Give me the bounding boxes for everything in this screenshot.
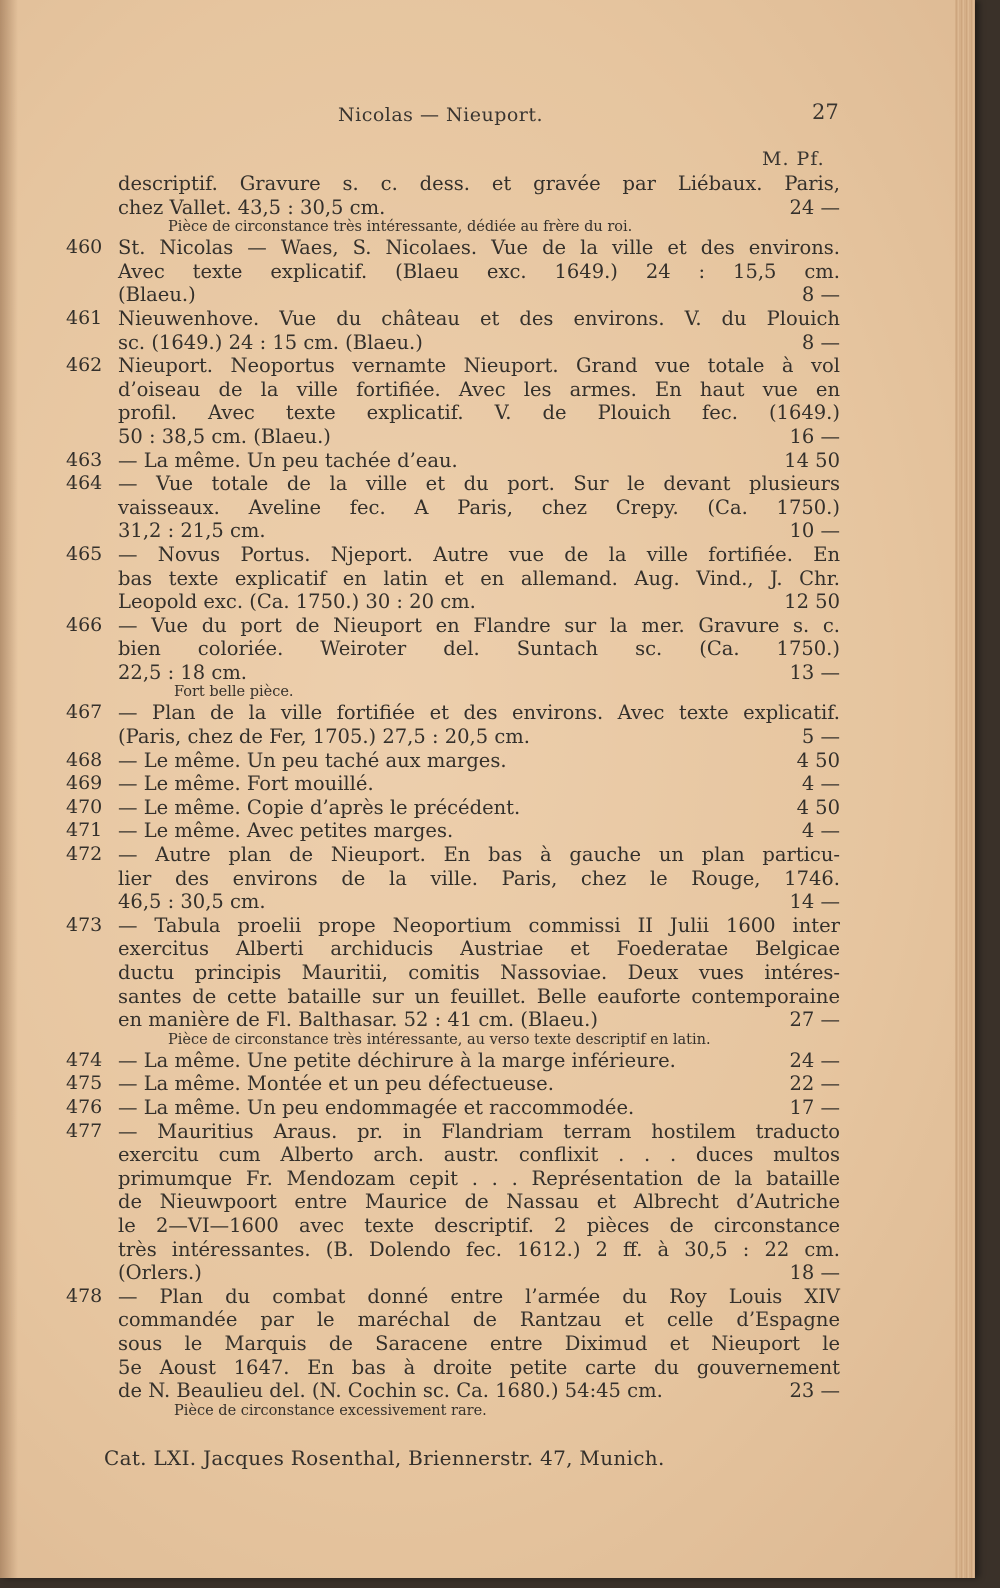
entry-number: 469 [66,772,103,795]
entry-description [118,614,840,702]
entry-line [118,401,840,425]
entry-number: 463 [66,448,103,471]
entry-description [118,1285,840,1420]
entry-line [118,701,840,725]
entry-text: — La même. Un peu endommagée et raccommodée. [118,1095,635,1119]
running-header [0,100,975,134]
entry-price: 24 — [789,195,840,219]
catalog-entry [0,914,975,1049]
entry-line [118,914,840,938]
entry-text: 50 : 38,5 cm. (Blaeu.) [118,424,331,448]
entry-description [118,354,840,448]
entry-line [118,937,840,961]
entry-text: sous le Marquis de Saracene entre Diximud et Nieuport le [118,1331,840,1355]
catalog-entry [0,1285,975,1420]
entry-text: en manière de Fl. Balthasar. 52 : 41 cm. (Blaeu.) [118,1008,598,1032]
entry-description [118,796,840,820]
entry-number: 474 [66,1048,103,1071]
entry-description [118,749,840,773]
entry-line [118,1356,840,1380]
entry-line [118,867,840,891]
entry-note: Pièce de circonstance excessivement rare. [174,1402,487,1419]
entry-line [118,1072,840,1096]
entry-note: Fort belle pièce. [174,684,294,701]
entry-number: 465 [66,542,103,565]
entry-text: — Plan du combat donné entre l’armée du Roy Louis XIV [118,1284,840,1308]
entry-line [118,1261,840,1285]
entry-description [118,1096,840,1120]
entry-text: le 2—VI—1600 avec texte descriptif. 2 pièces de circonstance [118,1213,840,1237]
entry-description [118,543,840,614]
entry-text: de N. Beaulieu del. (N. Cochin sc. Ca. 1680.) 54:45 cm. [118,1379,663,1403]
entry-text: (Blaeu.) [118,283,196,307]
catalog-entry [0,1096,975,1120]
entry-text: descriptif. Gravure s. c. dess. et gravée par Liébaux. Paris, [118,172,840,195]
entry-text: — Le même. Avec petites marges. [118,819,454,843]
entry-text: — Le même. Copie d’après le précédent. [118,795,521,819]
entry-line [118,236,840,260]
catalog-entry [0,1049,975,1073]
entry-description [118,819,840,843]
entry-price: 4 — [801,772,840,796]
catalog-footer: Cat. LXI. Jacques Rosenthal, Briennerstr. 47, Munich. [104,1446,665,1470]
catalog-entries [0,172,975,1420]
entry-description [118,1049,840,1073]
entry-text: lier des environs de la ville. Paris, chez le Rouge, 1746. [118,866,840,890]
entry-text: chez Vallet. 43,5 : 30,5 cm. [118,195,386,219]
entry-number: 471 [66,819,103,842]
entry-line [118,772,840,796]
entry-line [118,961,840,985]
entry-text: — Mauritius Araus. pr. in Flandriam terram hostilem traducto [118,1119,840,1143]
entry-number: 477 [66,1119,103,1142]
entry-price: 17 — [789,1095,840,1119]
catalog-entry [0,236,975,307]
entry-note: Pièce de circonstance très intéressante, dédiée au frère du roi. [168,219,633,236]
entry-line [118,496,840,520]
page-title: Nicolas — Nieuport. [338,104,544,126]
catalog-entry [0,172,975,236]
entry-text: — Plan de la ville fortifiée et des environs. Avec texte explicatif. [118,701,840,725]
entry-price: 4 — [801,819,840,843]
entry-text: Nieuwenhove. Vue du château et des environs. V. du Plouich [118,306,840,330]
entry-line [118,1120,840,1144]
entry-line [118,1238,840,1262]
entry-description [118,449,840,473]
entry-line [118,725,840,749]
entry-line [118,819,840,843]
entry-text: Nieuport. Neoportus vernamte Nieuport. Grand vue totale à vol [118,354,840,378]
entry-text: 5e Aoust 1647. En bas à droite petite carte du gouvernement [118,1355,840,1379]
entry-price: 8 — [801,283,840,307]
entry-price: 12 50 [784,590,840,614]
catalog-entry [0,819,975,843]
entry-number: 470 [66,795,103,818]
entry-line [118,425,840,449]
entry-number: 476 [66,1095,103,1118]
entry-line [118,378,840,402]
entry-line [118,637,840,661]
entry-text: — Autre plan de Nieuport. En bas à gauche un plan particu- [118,843,840,867]
entry-text: Avec texte explicatif. (Blaeu exc. 1649.) 24 : 15,5 cm. [118,259,840,283]
entry-line [118,1167,840,1191]
catalog-entry [0,307,975,354]
catalog-entry [0,472,975,543]
entry-price: 4 50 [796,748,840,772]
entry-number: 478 [66,1284,103,1307]
catalog-entry [0,354,975,448]
entry-line [118,449,840,473]
entry-text: — Vue du port de Nieuport en Flandre sur la mer. Gravure s. c. [118,613,840,637]
catalog-entry [0,749,975,773]
entry-text: bas texte explicatif en latin et en allemand. Aug. Vind., J. Chr. [118,566,840,590]
entry-line [118,196,840,220]
entry-description [118,914,840,1049]
entry-number: 468 [66,748,103,771]
entry-number: 464 [66,472,103,495]
entry-text: bien coloriée. Weiroter del. Suntach sc. (Ca. 1750.) [118,637,840,661]
entry-line [118,1096,840,1120]
entry-text: — La même. Une petite déchirure à la marge inférieure. [118,1048,676,1072]
entry-number: 472 [66,843,103,866]
catalog-entry [0,1120,975,1285]
entry-text: d’oiseau de la ville fortifiée. Avec les armes. En haut vue en [118,377,840,401]
entry-line [118,661,840,685]
page-number: 27 [812,100,839,124]
entry-line [118,1214,840,1238]
entry-text: (Orlers.) [118,1261,202,1285]
entry-number: 462 [66,354,103,377]
entry-description [118,701,840,748]
entry-line [118,472,840,496]
entry-price: 16 — [789,424,840,448]
entry-text: — Vue totale de la ville et du port. Sur le devant plusieurs [118,472,840,496]
entry-text: 31,2 : 21,5 cm. [118,519,266,543]
entry-text: santes de cette bataille sur un feuillet. Belle eauforte contemporaine [118,984,840,1008]
entry-text: 22,5 : 18 cm. [118,660,248,684]
entry-number: 461 [66,306,103,329]
entry-text: — La même. Un peu tachée d’eau. [118,448,458,472]
entry-text: sc. (1649.) 24 : 15 cm. (Blaeu.) [118,330,423,354]
entry-number: 475 [66,1072,103,1095]
catalog-entry [0,614,975,702]
entry-line [118,283,840,307]
entry-description [118,172,840,236]
entry-line [118,307,840,331]
entry-line [118,354,840,378]
entry-line [118,260,840,284]
entry-text: (Paris, chez de Fer, 1705.) 27,5 : 20,5 cm. [118,725,530,749]
entry-text: vaisseaux. Aveline fec. A Paris, chez Crepy. (Ca. 1750.) [118,495,840,519]
entry-price: 18 — [789,1261,840,1285]
catalog-entry [0,1072,975,1096]
entry-text: — Tabula proelii prope Neoportium commissi II Julii 1600 inter [118,913,840,937]
entry-description [118,307,840,354]
catalog-entry [0,449,975,473]
catalog-entry [0,701,975,748]
entry-description [118,772,840,796]
entry-description [118,843,840,914]
entry-text: ductu principis Mauritii, comitis Nassoviae. Deux vues intéres- [118,961,840,984]
entry-text: 46,5 : 30,5 cm. [118,890,266,914]
entry-line [118,1379,840,1403]
entry-price: 22 — [789,1072,840,1096]
entry-text: de Nieuwpoort entre Maurice de Nassau et Albrecht d’Autriche [118,1190,840,1214]
entry-line [118,590,840,614]
entry-text: très intéressantes. (B. Dolendo fec. 1612.) 2 ff. à 30,5 : 22 cm. [118,1237,840,1261]
entry-line [118,985,840,1009]
entry-number: 473 [66,913,103,936]
entry-text: profil. Avec texte explicatif. V. de Plouich fec. (1649.) [118,401,840,425]
catalog-entry [0,772,975,796]
entry-price: 8 — [801,330,840,354]
entry-number: 467 [66,701,103,724]
catalog-entry [0,543,975,614]
entry-description [118,472,840,543]
entry-price: 13 — [789,660,840,684]
entry-line [118,543,840,567]
entry-description [118,236,840,307]
entry-price: 4 50 [796,795,840,819]
entry-description [118,1072,840,1096]
entry-line [118,843,840,867]
entry-text: — Le même. Un peu taché aux marges. [118,748,507,772]
entry-price: 14 — [789,890,840,914]
entry-line [118,1308,840,1332]
entry-text: — Le même. Fort mouillé. [118,772,374,796]
currency-unit-label: M. Pf. [762,148,825,170]
entry-text: primumque Fr. Mendozam cepit . . . Représentation de la bataille [118,1166,840,1190]
entry-text: commandée par le maréchal de Rantzau et celle d’Espagne [118,1308,840,1332]
entry-line [118,1190,840,1214]
entry-line [118,172,840,196]
entry-price: 14 50 [784,448,840,472]
entry-line [118,614,840,638]
catalog-entry [0,796,975,820]
entry-price: 27 — [789,1008,840,1032]
entry-line [118,890,840,914]
entry-note: Pièce de circonstance très intéressante, au verso texte descriptif en latin. [168,1031,711,1048]
entry-price: 24 — [789,1048,840,1072]
entry-price: 23 — [789,1379,840,1403]
entry-text: exercitu cum Alberto arch. austr. conflixit . . . duces multos [118,1143,840,1167]
entry-text: — La même. Montée et un peu défectueuse. [118,1072,554,1096]
entry-text: St. Nicolas — Waes, S. Nicolaes. Vue de la ville et des environs. [118,236,840,260]
entry-line [118,567,840,591]
entry-line [118,796,840,820]
entry-line [118,519,840,543]
catalog-entry [0,843,975,914]
entry-line [118,1049,840,1073]
entry-text: Leopold exc. (Ca. 1750.) 30 : 20 cm. [118,590,476,614]
entry-number: 466 [66,613,103,636]
entry-price: 10 — [789,519,840,543]
entry-description [118,1120,840,1285]
entry-text: exercitus Alberti archiducis Austriae et Foederatae Belgicae [118,937,840,961]
entry-number: 460 [66,236,103,259]
entry-line [118,1143,840,1167]
entry-line [118,1285,840,1309]
entry-text: — Novus Portus. Njeport. Autre vue de la ville fortifiée. En [118,542,840,566]
entry-price: 5 — [801,725,840,749]
entry-line [118,1332,840,1356]
entry-line [118,1008,840,1032]
entry-line [118,749,840,773]
entry-line [118,331,840,355]
